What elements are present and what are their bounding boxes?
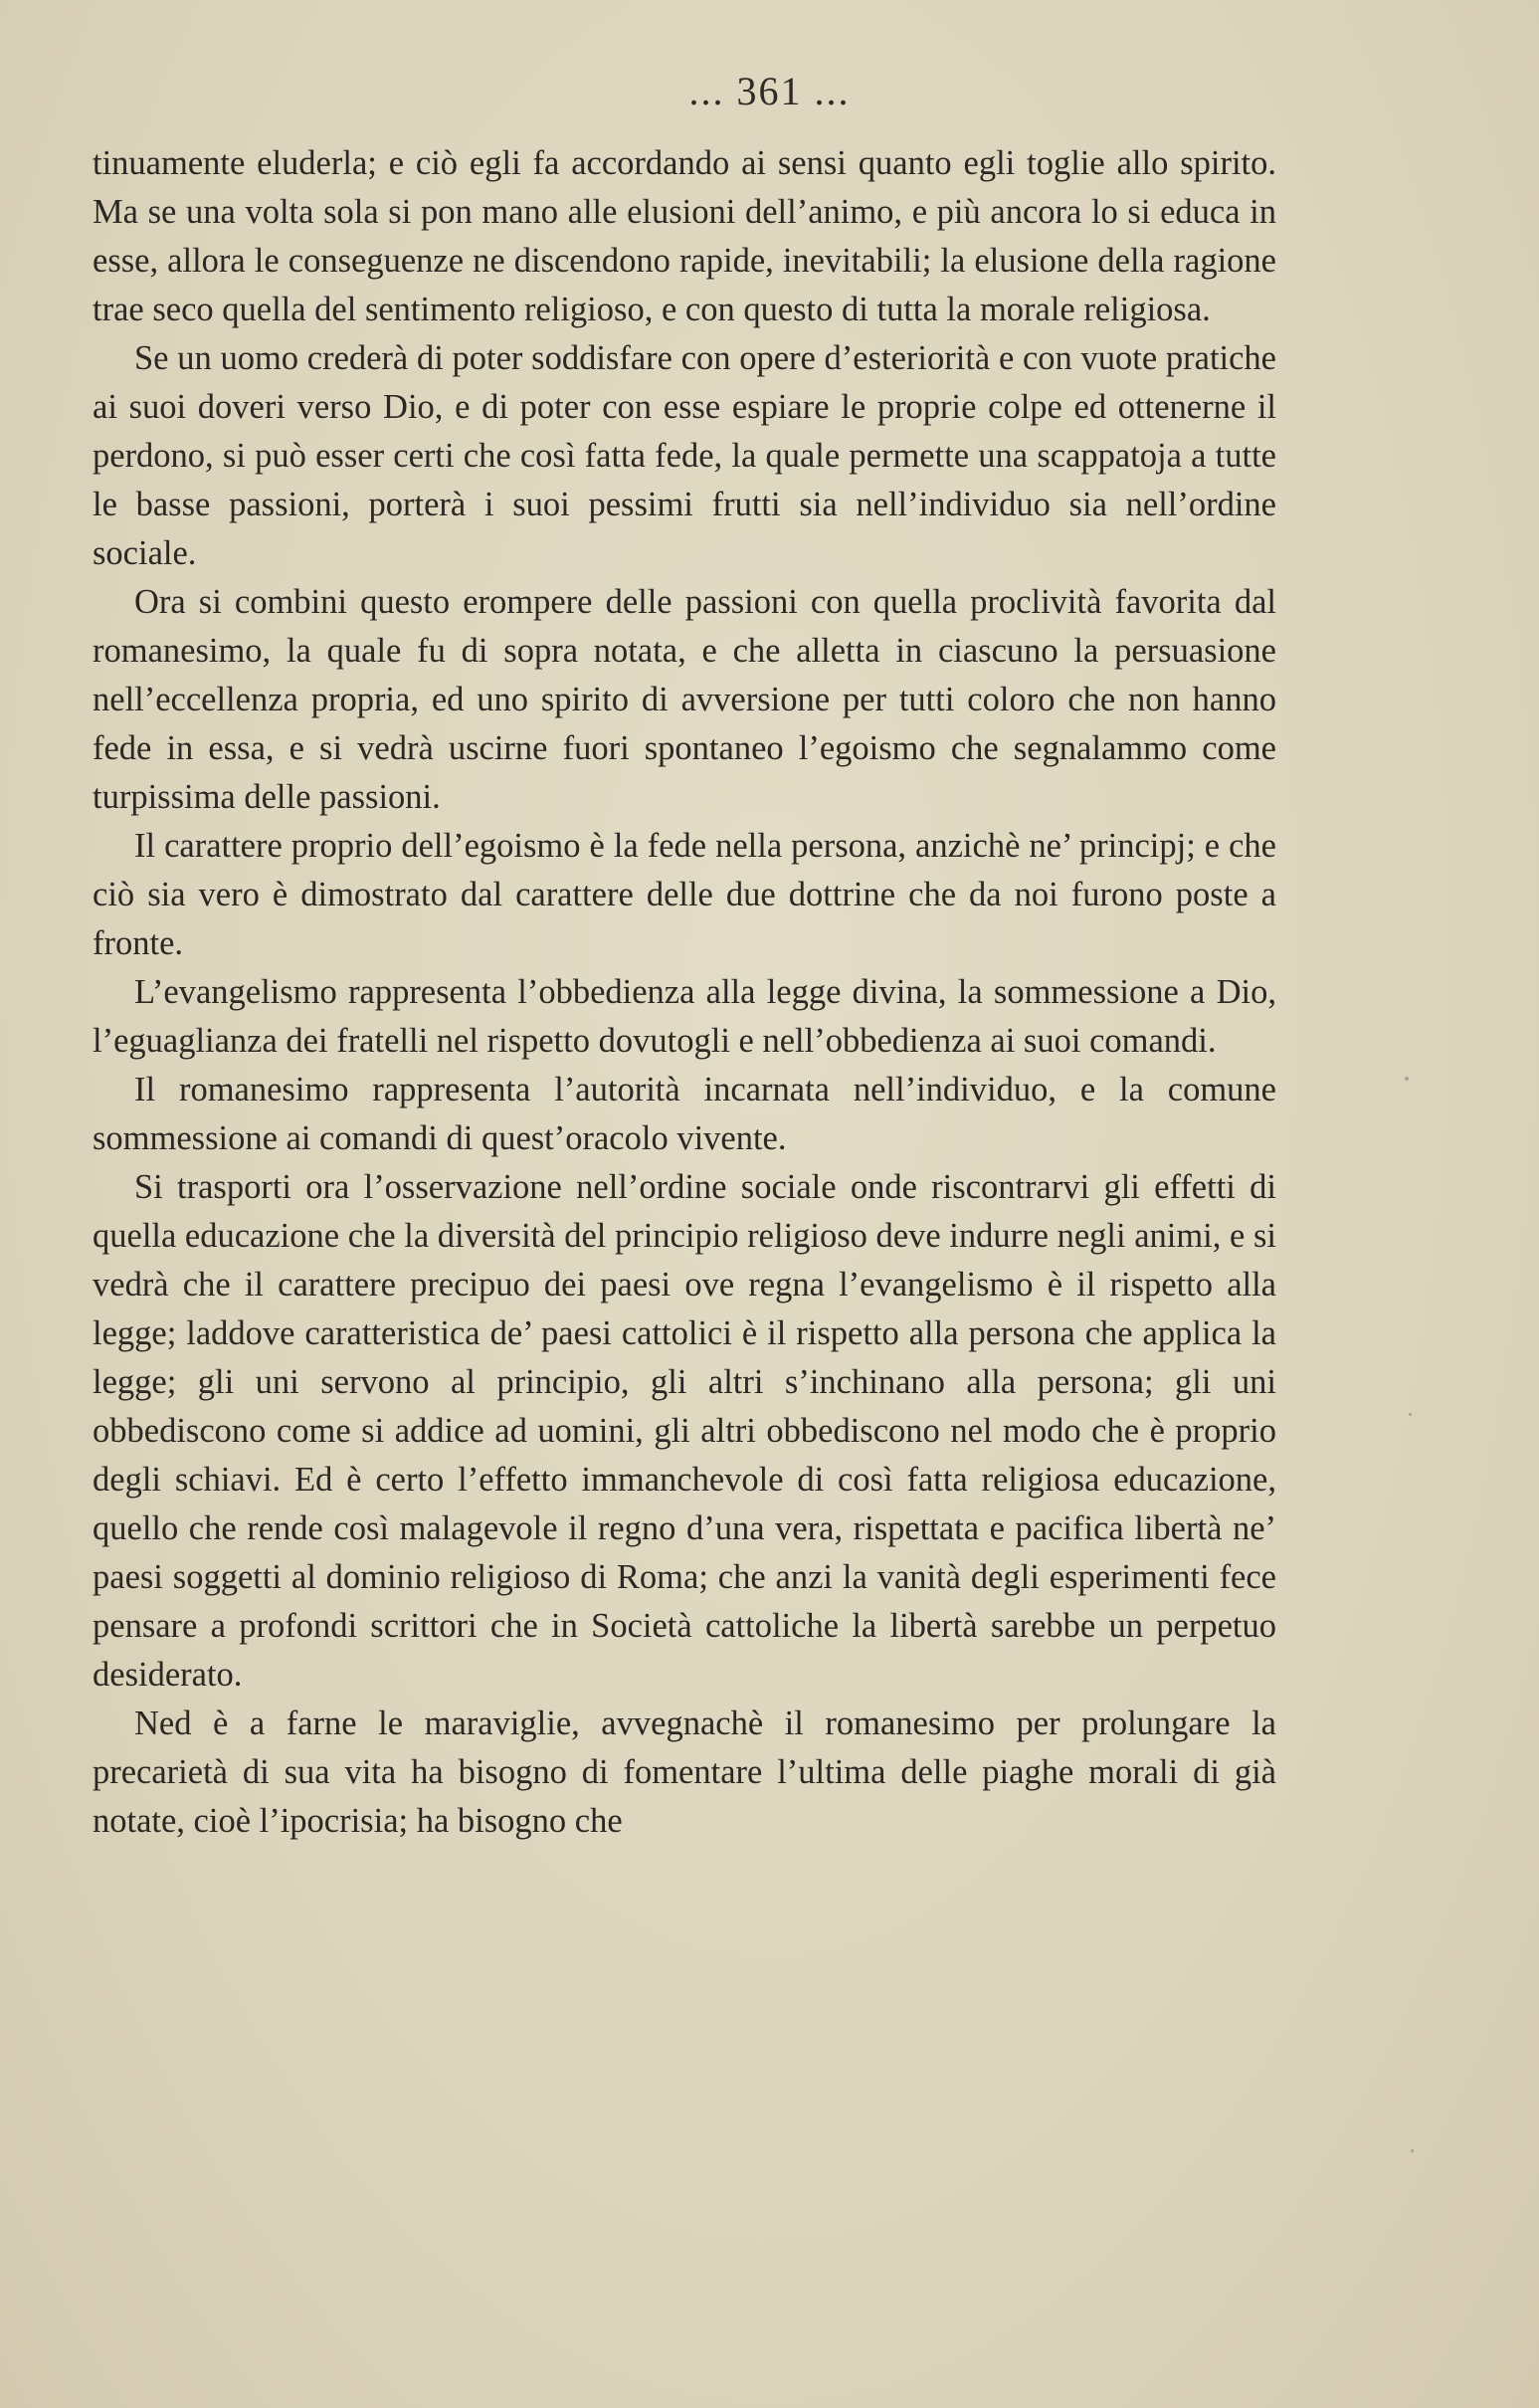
paragraph-2: Se un uomo crederà di poter soddisfare con opere d’esteriorità e con vuote pratiche ai suoi doveri verso Dio, e di poter con esse espiare le proprie colpe ed ottenerne il perdono, si può esser certi che così fatta fede, la quale permette una scappatoja a tutte le basse passioni, porterà i suoi pessimi frutti sia nell’individuo sia nell’ordine sociale. [93, 339, 1276, 572]
page-number: ... 361 ... [688, 69, 851, 113]
paragraph-7: Si trasporti ora l’osservazione nell’ordine sociale onde riscontrarvi gli effetti di quella educazione che la diversità del principio religioso deve indurre negli animi, e si vedrà che il carattere precipuo dei paesi ove regna l’evangelismo è il rispetto alla legge; laddove caratteristica de’ paesi cattolici è il rispetto alla persona che applica la legge; gli uni servono al principio, gli altri s’inchinano alla persona; gli uni obbediscono come si addice ad uomini, gli altri obbediscono nel modo che è proprio degli schiavi. Ed è certo l’effetto immanchevole di così fatta religiosa educazione, quello che rende così malagevole il regno d’una vera, rispettata e pacifica libertà ne’ paesi soggetti al dominio religioso di Roma; che anzi la vanità degli esperimenti fece pensare a profondi scrittori che in Società cattoliche la libertà sarebbe un perpetuo desiderato. [93, 1168, 1276, 1694]
paper-speck [1411, 2149, 1414, 2152]
paragraph-8: Ned è a farne le maraviglie, avvegnachè il romanesimo per prolungare la precarietà di sua vita ha bisogno di fomentare l’ultima delle piaghe morali di già notate, cioè l’ipocrisia; ha bisogno che [93, 1705, 1276, 1840]
paragraph-1: tinuamente eluderla; e ciò egli fa accordando ai sensi quanto egli toglie allo spirito. Ma se una volta sola si pon mano alle elusioni dell’animo, e più ancora lo si educa in esse, allora le conseguenze ne discendono rapide, inevitabili; la elusione della ragione trae seco quella del sentimento religioso, e con questo di tutta la morale religiosa. [93, 144, 1276, 328]
paper-speck [1409, 1413, 1412, 1416]
body-text [93, 139, 1276, 1846]
paragraph-4: Il carattere proprio dell’egoismo è la fede nella persona, anzichè ne’ principj; e che ciò sia vero è dimostrato dal carattere delle due dottrine che da noi furono poste a fronte. [93, 827, 1276, 962]
paper-speck [1405, 1077, 1409, 1081]
paragraph-3: Ora si combini questo erompere delle passioni con quella proclività favorita dal romanesimo, la quale fu di sopra notata, e che alletta in ciascuno la persuasione nell’eccellenza propria, ed uno spirito di avversione per tutti coloro che non hanno fede in essa, e si vedrà uscirne fuori spontaneo l’egoismo che segnalammo come turpissima delle passioni. [93, 583, 1276, 816]
paragraph-6: Il romanesimo rappresenta l’autorità incarnata nell’individuo, e la comune sommessione ai comandi di quest’oracolo vivente. [93, 1071, 1276, 1157]
paragraph-5: L’evangelismo rappresenta l’obbedienza alla legge divina, la sommessione a Dio, l’eguaglianza dei fratelli nel rispetto dovutogli e nell’obbedienza ai suoi comandi. [93, 973, 1276, 1060]
